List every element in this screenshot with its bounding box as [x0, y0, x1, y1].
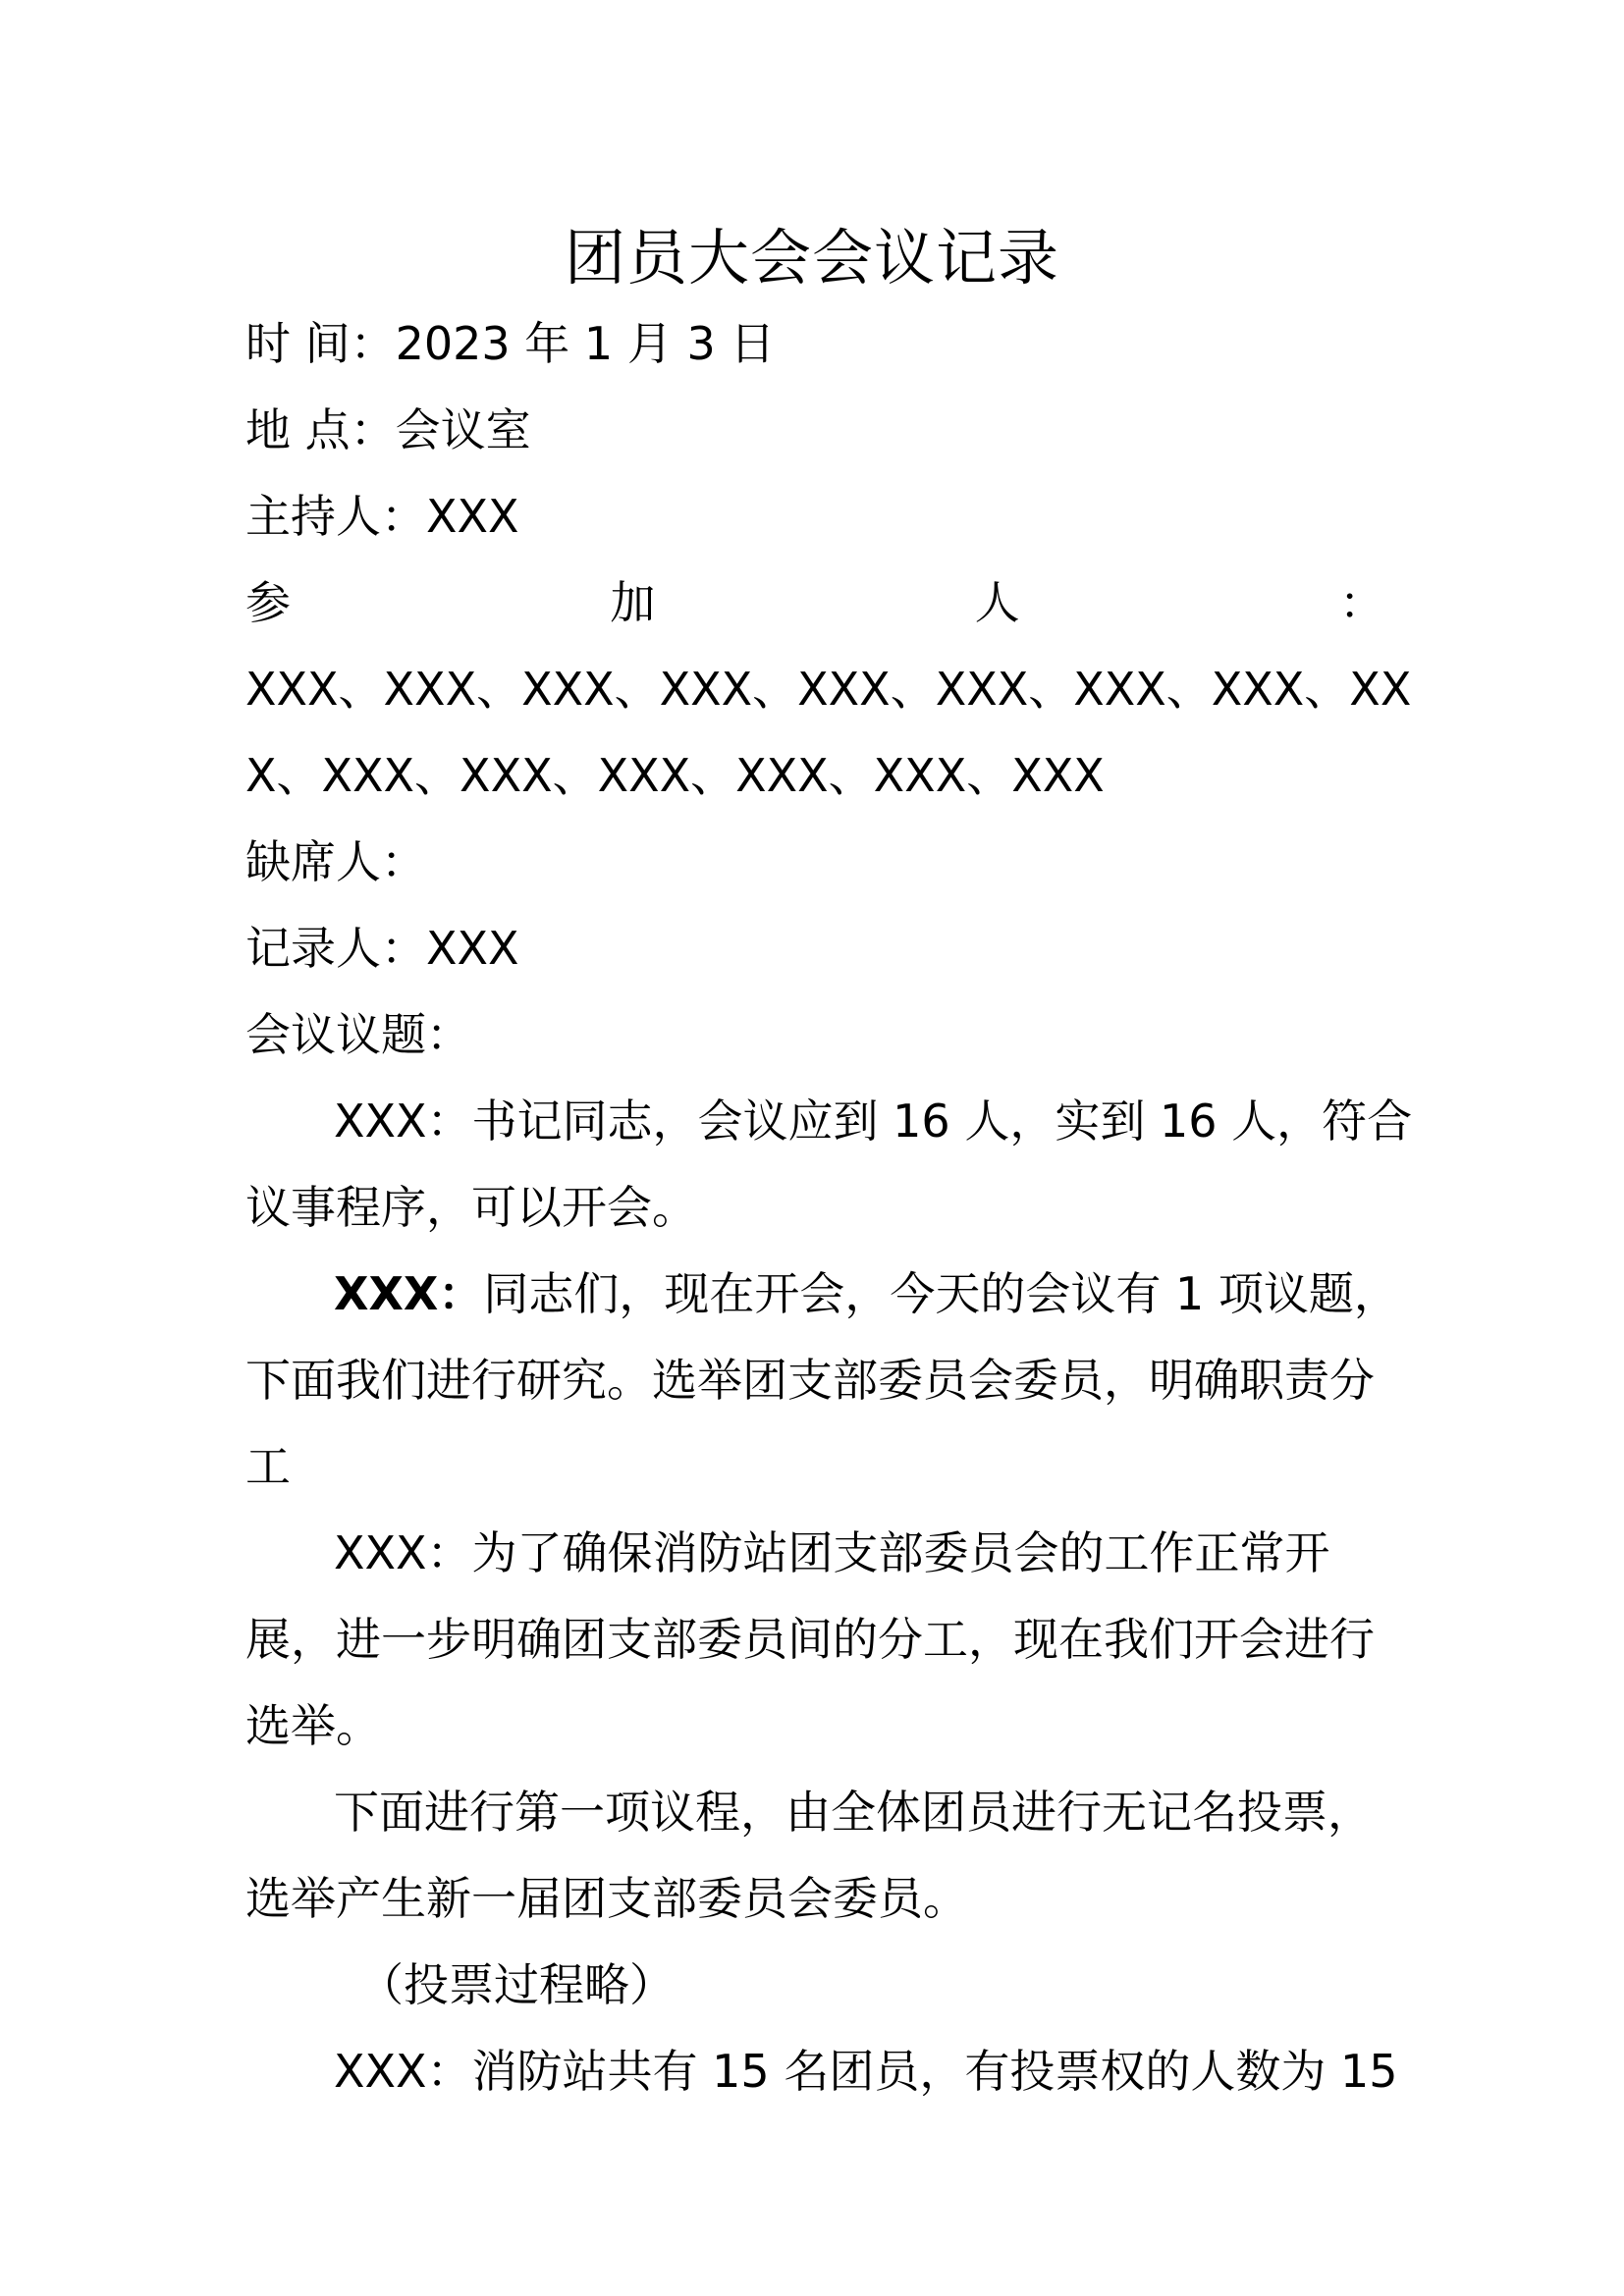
paragraph-2-line-1-text: 同志们，现在开会，今天的会议有 1 项议题，: [483, 1267, 1399, 1320]
topics-line: 会议议题：: [245, 1008, 471, 1061]
attendees-label: [245, 563, 1384, 642]
paragraph-2-line-3: 工: [245, 1440, 291, 1493]
place-line: 地 点：会议室: [245, 403, 531, 456]
paragraph-5-line-1: （投票过程略）: [358, 1958, 675, 2011]
paragraph-1-line-1: XXX：书记同志，会议应到 16 人，实到 16 人，符合: [334, 1095, 1413, 1148]
paragraph-3-line-3: 选举。: [245, 1699, 381, 1752]
speaker-label: XXX：: [334, 1267, 484, 1320]
paragraph-2-line-2: 下面我们进行研究。选举团支部委员会委员，明确职责分: [245, 1354, 1375, 1407]
attendees-label-char: 人: [974, 576, 1020, 629]
paragraph-2-line-1: [245, 1255, 1473, 1333]
document-title: 团员大会会议记录: [564, 222, 1059, 294]
paragraph-3-line-1: XXX：为了确保消防站团支部委员会的工作正常开: [334, 1526, 1330, 1579]
paragraph-4-line-2: 选举产生新一届团支部委员会委员。: [245, 1872, 968, 1925]
attendees-label-char: 参: [245, 576, 291, 629]
absent-line: 缺席人：: [245, 835, 426, 888]
paragraph-3-line-2: 展，进一步明确团支部委员间的分工，现在我们开会进行: [245, 1613, 1375, 1666]
paragraph-1-line-2: 议事程序，可以开会。: [245, 1181, 697, 1234]
attendees-line-1: XXX、XXX、XXX、XXX、XXX、XXX、XXX、XXX、XX: [245, 663, 1412, 716]
paragraph-6-line-1: XXX：消防站共有 15 名团员，有投票权的人数为 15: [334, 2045, 1398, 2098]
paragraph-4-line-1: 下面进行第一项议程，由全体团员进行无记名投票，: [334, 1786, 1373, 1839]
host-line: 主持人：XXX: [245, 490, 519, 543]
time-line: 时 间：2023 年 1 月 3 日: [245, 317, 776, 370]
attendees-label-char: ：: [1338, 576, 1384, 629]
recorder-line: 记录人：XXX: [245, 922, 519, 975]
attendees-label-char: 加: [610, 576, 656, 629]
attendees-line-2: X、XXX、XXX、XXX、XXX、XXX、XXX: [245, 749, 1105, 802]
